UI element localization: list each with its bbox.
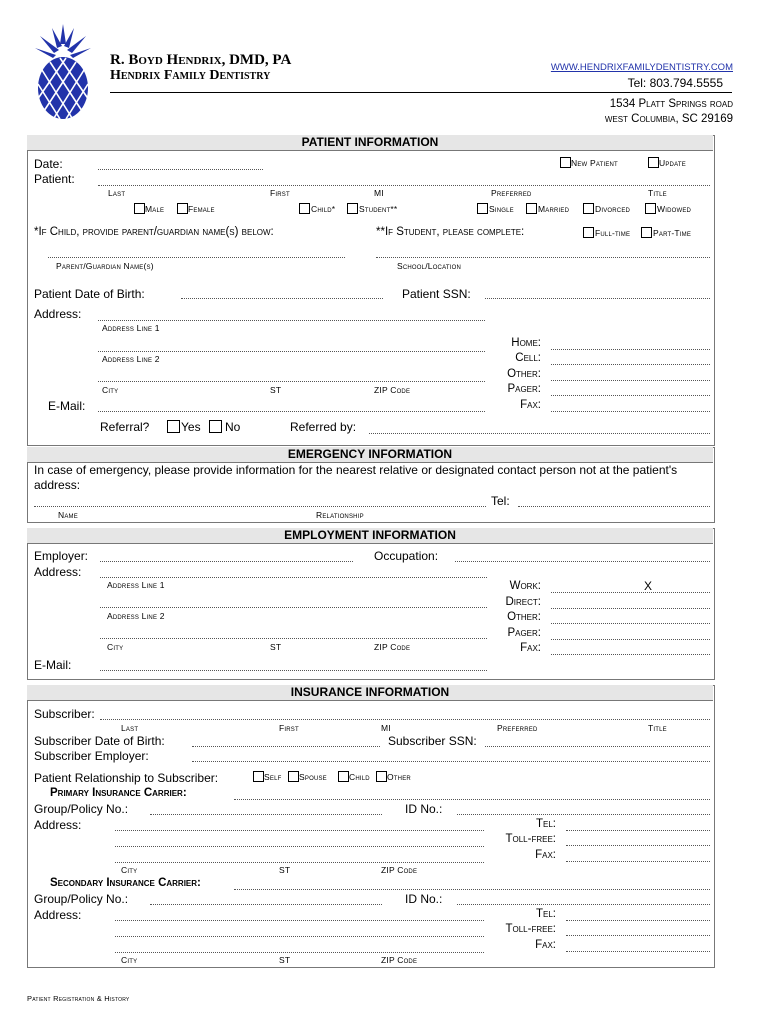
full-time-label: Full-time [595,228,631,238]
ssn-label: Patient SSN: [402,287,471,301]
secondary-id-label: ID No.: [405,892,443,906]
single-label: Single [489,204,514,214]
practice-name: Hendrix Family Dentistry [110,68,271,83]
secondary-address-label: Address: [34,908,82,922]
secondary-tollfree-field[interactable] [566,935,710,936]
work-pager-field[interactable] [551,639,710,640]
email-field[interactable] [98,411,485,412]
footer-form-title: Patient Registration & History [27,994,130,1003]
primary-address-line1-field[interactable] [115,830,484,831]
secondary-address-line1-field[interactable] [115,920,484,921]
primary-tel-field[interactable] [566,830,710,831]
secondary-group-field[interactable] [150,904,382,905]
subscriber-last-label: Last [121,723,139,733]
divorced-label: Divorced [595,204,631,214]
dob-field[interactable] [181,298,383,299]
pager-label: Pager: [507,383,541,395]
primary-tollfree-label: Toll-free: [505,833,556,845]
home-phone-label: Home: [511,337,541,349]
widowed-label: Widowed [657,204,692,214]
referral-no-checkbox[interactable] [209,420,222,433]
female-checkbox[interactable] [177,203,188,214]
email-label: E-Mail: [48,399,86,413]
student-checkbox[interactable] [347,203,358,214]
practice-owner-name: R. Boyd Hendrix, DMD, PA [110,52,292,68]
street-address: 1534 Platt Springs road [609,98,733,110]
subscriber-mi-label: MI [381,723,391,733]
city-state-zip-field[interactable] [98,381,485,382]
subscriber-preferred-label: Preferred [497,723,538,733]
primary-tel-label: Tel: [535,818,556,830]
employer-label: Employer: [34,549,89,563]
city-address: west Columbia, SC 29169 [604,113,733,125]
work-phone-label: Work: [509,580,541,592]
emergency-tel-label: Tel: [491,494,510,508]
divorced-checkbox[interactable] [583,203,594,214]
subscriber-label: Subscriber: [34,707,95,721]
home-phone-field[interactable] [551,349,710,350]
school-location-field[interactable] [376,257,710,258]
employer-city-label: City [107,642,124,652]
primary-address-line2-field[interactable] [115,846,484,847]
if-child-note: *If Child, provide parent/guardian name(s) below: [34,226,274,238]
cell-phone-label: Cell: [515,352,541,364]
pineapple-logo-icon [32,22,94,122]
male-label: Male [145,204,165,214]
website-link[interactable]: WWW.HENDRIXFAMILYDENTISTRY.COM [550,62,733,73]
last-name-label: Last [108,188,126,198]
cell-phone-field[interactable] [551,364,710,365]
student-label: Student** [359,204,398,214]
child-label: Child* [311,204,336,214]
date-label: Date: [34,157,63,171]
patient-name-field[interactable] [98,185,710,186]
married-checkbox[interactable] [526,203,537,214]
primary-state-label: ST [279,865,291,875]
emergency-name-label: Name [58,510,78,520]
city-label: City [102,385,119,395]
work-email-label: E-Mail: [34,658,72,672]
first-name-label: First [270,188,290,198]
subscriber-name-field[interactable] [100,719,710,720]
subscriber-first-label: First [279,723,299,733]
parent-guardian-label: Parent/Guardian Name(s) [56,261,154,271]
primary-fax-label: Fax: [535,849,556,861]
relationship-label: Patient Relationship to Subscriber: [34,771,219,785]
secondary-city-state-zip-field[interactable] [115,952,484,953]
secondary-carrier-field[interactable] [234,889,710,890]
primary-id-field[interactable] [457,814,710,815]
married-label: Married [538,204,570,214]
other-relationship-label: Other [387,772,411,782]
other-phone-field[interactable] [551,380,710,381]
female-label: Female [188,204,215,214]
work-fax-field[interactable] [551,654,710,655]
referral-yes-checkbox[interactable] [167,420,180,433]
employer-field[interactable] [100,561,353,562]
widowed-checkbox[interactable] [645,203,656,214]
update-checkbox[interactable] [648,157,659,168]
emergency-instructions: In case of emergency, please provide information for the nearest relative or designated contact person not at the patient's address: [34,463,678,492]
spouse-checkbox[interactable] [288,771,299,782]
preferred-label: Preferred [491,188,532,198]
primary-group-field[interactable] [150,814,382,815]
date-field[interactable] [98,169,263,170]
patient-section-title: PATIENT INFORMATION [27,135,713,151]
primary-city-state-zip-field[interactable] [115,862,484,863]
other-relationship-checkbox[interactable] [376,771,387,782]
address-line1-field[interactable] [98,320,485,321]
parent-guardian-field[interactable] [48,257,345,258]
ssn-field[interactable] [485,298,710,299]
zip-label: ZIP Code [374,385,411,395]
work-phone-field[interactable] [551,592,710,593]
referred-by-field[interactable] [369,433,710,434]
part-time-checkbox[interactable] [641,227,652,238]
secondary-city-label: City [121,955,138,965]
subscriber-employer-label: Subscriber Employer: [34,749,149,763]
new-patient-checkbox[interactable] [560,157,571,168]
address-line1-label: Address Line 1 [102,323,160,333]
mi-label: MI [374,188,384,198]
subscriber-dob-field[interactable] [192,746,380,747]
update-label: Update [659,158,686,168]
occupation-field[interactable] [455,561,710,562]
emergency-tel-field[interactable] [518,506,710,507]
phone-number: Tel: 803.794.5555 [627,76,723,90]
employer-city-state-zip-field[interactable] [100,638,487,639]
secondary-fax-label: Fax: [535,939,556,951]
secondary-zip-label: ZIP Code [381,955,418,965]
self-checkbox[interactable] [253,771,264,782]
if-student-note: **If Student, please complete: [376,226,525,238]
work-phone-value: X [644,579,653,593]
address-line2-field[interactable] [98,351,485,352]
work-other-phone-field[interactable] [551,623,710,624]
primary-carrier-field[interactable] [234,799,710,800]
employment-section [27,528,715,680]
primary-city-label: City [121,865,138,875]
secondary-address-line2-field[interactable] [115,936,484,937]
child-relationship-label: Child [349,772,370,782]
male-checkbox[interactable] [134,203,145,214]
emergency-relationship-label: Relationship [316,510,364,520]
full-time-checkbox[interactable] [583,227,594,238]
part-time-label: Part-Time [653,228,692,238]
secondary-state-label: ST [279,955,291,965]
referral-label: Referral? [100,420,150,434]
dob-label: Patient Date of Birth: [34,287,145,301]
fax-field[interactable] [551,411,710,412]
insurance-section-title: INSURANCE INFORMATION [27,685,713,701]
employer-address-line2-field[interactable] [100,607,487,608]
school-location-label: School/Location [397,261,461,271]
address-label: Address: [34,307,82,321]
subscriber-ssn-field[interactable] [485,746,710,747]
secondary-id-field[interactable] [457,904,710,905]
other-phone-label: Other: [507,368,541,380]
work-other-phone-label: Other: [507,611,541,623]
spouse-label: Spouse [299,772,327,782]
primary-fax-field[interactable] [566,861,710,862]
employment-section-title: EMPLOYMENT INFORMATION [27,528,713,544]
primary-group-label: Group/Policy No.: [34,802,129,816]
address-line2-label: Address Line 2 [102,354,160,364]
primary-zip-label: ZIP Code [381,865,418,875]
subscriber-ssn-label: Subscriber SSN: [388,734,477,748]
referral-no-label: No [225,420,241,434]
work-fax-label: Fax: [520,642,541,654]
occupation-label: Occupation: [374,549,439,563]
self-label: Self [264,772,282,782]
title-label: Title [648,188,667,198]
secondary-group-label: Group/Policy No.: [34,892,129,906]
emergency-contact-field[interactable] [34,506,486,507]
secondary-carrier-label: Secondary Insurance Carrier: [50,877,201,889]
direct-phone-label: Direct: [505,596,541,608]
primary-tollfree-field[interactable] [566,845,710,846]
work-email-field[interactable] [100,670,487,671]
subscriber-dob-label: Subscriber Date of Birth: [34,734,165,748]
referral-yes-label: Yes [181,420,201,434]
primary-carrier-label: Primary Insurance Carrier: [50,787,187,799]
new-patient-label: New Patient [571,158,618,168]
primary-address-label: Address: [34,818,82,832]
employer-address-label: Address: [34,565,82,579]
primary-id-label: ID No.: [405,802,443,816]
subscriber-employer-field[interactable] [192,761,710,762]
employer-address-line2-label: Address Line 2 [107,611,165,621]
emergency-section-title: EMERGENCY INFORMATION [27,447,713,463]
header-rule [110,92,732,93]
employer-zip-label: ZIP Code [374,642,411,652]
child-checkbox[interactable] [299,203,310,214]
secondary-fax-field[interactable] [566,951,710,952]
employer-address-line1-field[interactable] [100,577,487,578]
direct-phone-field[interactable] [551,608,710,609]
employer-address-line1-label: Address Line 1 [107,580,165,590]
secondary-tel-field[interactable] [566,920,710,921]
employer-state-label: ST [270,642,282,652]
fax-label: Fax: [520,399,541,411]
secondary-tollfree-label: Toll-free: [505,923,556,935]
child-relationship-checkbox[interactable] [338,771,349,782]
work-pager-label: Pager: [507,627,541,639]
secondary-tel-label: Tel: [535,908,556,920]
state-label: ST [270,385,282,395]
subscriber-title-label: Title [648,723,667,733]
pager-field[interactable] [551,395,710,396]
patient-label: Patient: [34,172,75,186]
single-checkbox[interactable] [477,203,488,214]
referred-by-label: Referred by: [290,420,357,434]
